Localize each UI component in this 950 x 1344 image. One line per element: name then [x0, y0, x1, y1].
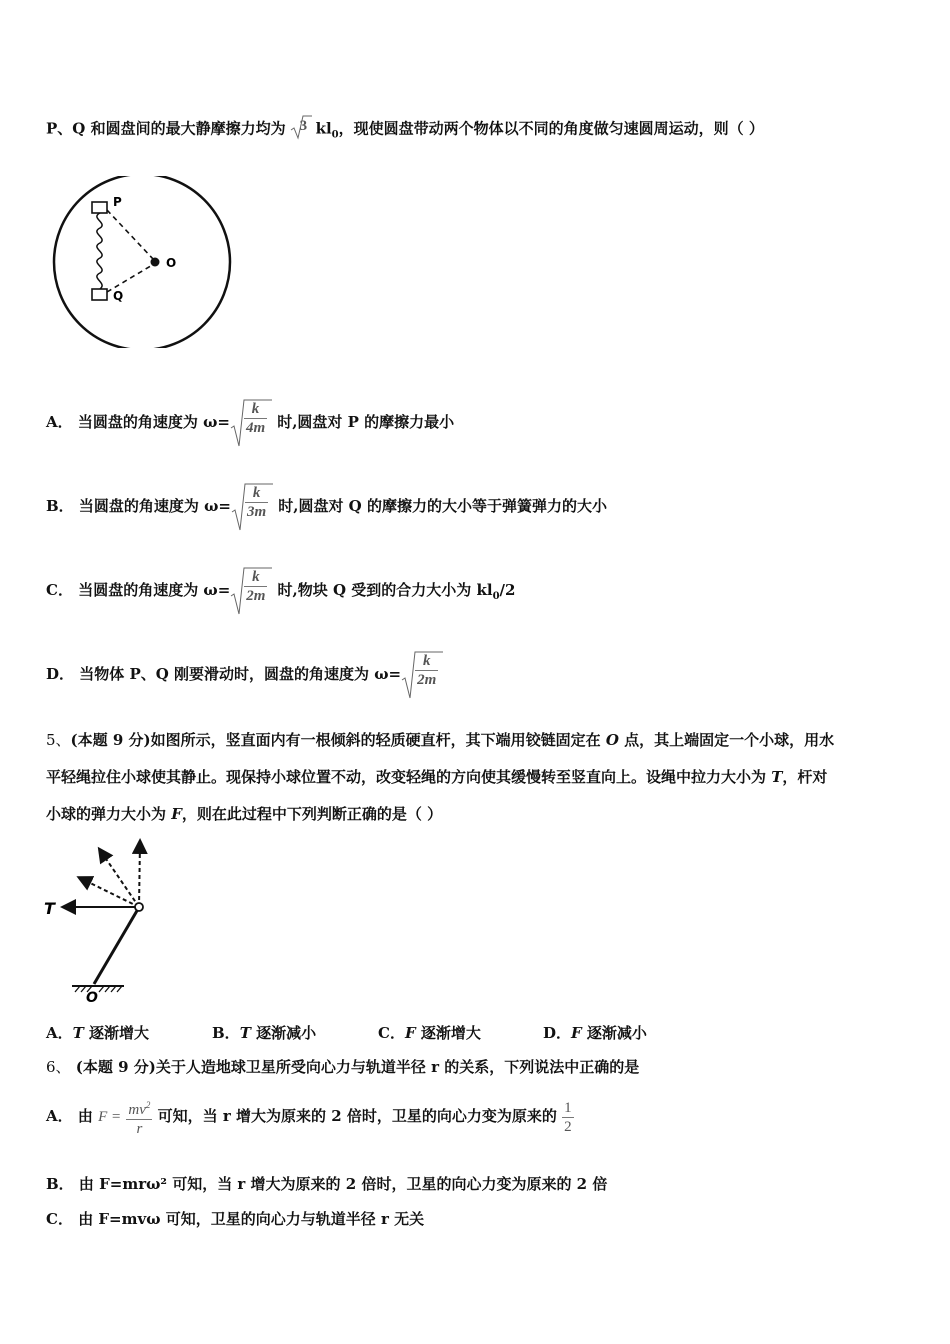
sqrt-three	[290, 114, 312, 145]
q4-stem-suffix: ，现使圆盘带动两个物体以不同的角度做匀速圆周运动，则（ ）	[338, 119, 764, 138]
question-number: 6、	[46, 1058, 71, 1076]
formula-numerator	[126, 1096, 152, 1120]
fraction-denominator: 2m	[246, 588, 266, 604]
q5-text: 小球的弹力大小为	[46, 805, 172, 823]
var-o: O	[605, 731, 619, 749]
q5-option-d	[543, 1022, 647, 1043]
q4-stem	[46, 114, 764, 146]
center-o	[151, 258, 160, 267]
q6-text: (本题 9 分)关于人造地球卫星所受向心力与轨道半径 r 的关系，下列说法中正确的是	[75, 1058, 640, 1076]
option-var: T	[72, 1024, 84, 1042]
question-number: 5、	[46, 731, 71, 749]
q4-option-b	[46, 482, 607, 532]
option-text: 逐渐减小	[581, 1024, 647, 1042]
option-text: 由	[77, 1107, 93, 1125]
option-text: 当物体 P、Q 刚要滑动时，圆盘的角速度为 ω=	[79, 665, 402, 683]
rope-dashed-3	[139, 842, 140, 907]
q4-stem-k: kl	[315, 119, 332, 138]
option-letter: B．	[46, 1175, 74, 1193]
option-letter: B．	[46, 497, 74, 515]
q5-text: 平轻绳拉住小球使其静止。现保持小球位置不动，改变轻绳的方向使其缓慢转至竖直向上。设绳中拉力大小为	[46, 768, 772, 786]
option-text: 逐渐减小	[250, 1024, 317, 1042]
sqrt-fraction	[401, 650, 443, 700]
option-text-sub: 0	[492, 591, 500, 602]
q5-text: 点，其上端固定一个小球，用水	[618, 731, 835, 749]
spring	[97, 213, 102, 289]
q4-disc-figure	[50, 176, 235, 348]
block-p	[92, 202, 107, 213]
q5-text: (本题 9 分)如图所示，竖直面内有一根倾斜的轻质硬直杆，其下端用铰链固定在	[70, 731, 606, 749]
option-var: F	[571, 1024, 582, 1042]
sqrt-fraction	[231, 482, 273, 532]
option-var: T	[239, 1024, 251, 1042]
fraction-numerator: k	[244, 400, 267, 419]
formula-exponent: 2	[145, 1100, 151, 1110]
sqrt-fraction	[230, 566, 272, 616]
q6-option-c	[46, 1209, 424, 1229]
option-text-mid: 可知，当 r 增大为原来的 2 倍时，卫星的向心力变为原来的	[157, 1107, 557, 1125]
q5-option-a	[46, 1022, 149, 1043]
q4-stem-sub: 0	[331, 129, 339, 141]
fraction-numerator: k	[415, 652, 438, 671]
half-denominator: 2	[564, 1118, 572, 1135]
option-text-post: 时,物块 Q 受到的合力大小为 kl	[277, 581, 493, 599]
formula-fraction	[126, 1096, 152, 1138]
option-letter: A．	[46, 1024, 73, 1042]
option-letter: B．	[212, 1024, 240, 1042]
ball	[135, 903, 143, 911]
option-letter: C．	[46, 1210, 73, 1228]
option-letter: C．	[378, 1024, 405, 1042]
block-q	[92, 289, 107, 300]
q5-text: ，杆对	[782, 768, 828, 786]
option-text: 逐渐增大	[83, 1024, 150, 1042]
q5-text: ，则在此过程中下列判断正确的是（ ）	[181, 805, 443, 823]
option-text: 由 F=mrω² 可知，当 r 增大为原来的 2 倍时，卫星的向心力变为原来的 2 倍	[78, 1175, 608, 1193]
fraction-denominator: 4m	[245, 420, 266, 436]
fraction-denominator: 3m	[247, 504, 267, 520]
fraction-denominator: 2m	[417, 672, 437, 688]
option-text: 当圆盘的角速度为 ω=	[78, 497, 231, 515]
q4-option-d	[46, 650, 443, 700]
formula-denominator: r	[136, 1121, 143, 1137]
label-o: O	[166, 256, 177, 270]
option-letter: C．	[46, 581, 73, 599]
disc-circle	[54, 176, 230, 348]
option-var: F	[404, 1024, 416, 1042]
rod	[94, 909, 138, 984]
option-letter: D．	[46, 665, 75, 683]
q5-option-c	[378, 1022, 481, 1043]
q5-option-b	[212, 1022, 316, 1043]
label-q: Q	[113, 289, 124, 303]
label-o: O	[86, 990, 98, 1006]
sqrt-fraction	[230, 398, 272, 448]
q5-stem-line3	[46, 804, 442, 824]
dashed-line-qo	[107, 264, 154, 292]
option-text: 由 F=mvω 可知，卫星的向心力与轨道半径 r 无关	[78, 1210, 425, 1228]
label-p: P	[113, 195, 122, 209]
q5-rod-figure	[42, 836, 162, 1006]
var-f: F	[171, 805, 182, 823]
q4-option-a	[46, 398, 454, 448]
option-text-post: 时,圆盘对 P 的摩擦力最小	[277, 413, 455, 431]
formula-num-text: mv	[128, 1102, 146, 1118]
q4-option-c	[46, 566, 515, 616]
option-letter: A．	[46, 413, 73, 431]
half-fraction	[562, 1099, 574, 1136]
fraction-numerator: k	[244, 568, 267, 587]
sqrt-three-value: 3	[299, 118, 308, 134]
dashed-line-po	[107, 210, 154, 260]
formula-lhs: F =	[98, 1109, 122, 1125]
option-text: 当圆盘的角速度为 ω=	[78, 581, 231, 599]
q6-stem	[46, 1057, 639, 1077]
option-letter: A．	[46, 1107, 73, 1125]
fraction-numerator: k	[245, 484, 268, 503]
q5-stem-line1	[46, 730, 834, 750]
option-text-end: /2	[499, 581, 516, 599]
q6-option-a	[46, 1096, 574, 1138]
option-text: 当圆盘的角速度为 ω=	[77, 413, 230, 431]
label-t: T	[44, 899, 55, 918]
option-text-post: 时,圆盘对 Q 的摩擦力的大小等于弹簧弹力的大小	[278, 497, 607, 515]
q5-stem-line2	[46, 767, 827, 787]
var-t: T	[771, 768, 783, 786]
half-numerator: 1	[564, 1099, 572, 1116]
q6-option-b	[46, 1174, 607, 1194]
option-letter: D．	[543, 1024, 572, 1042]
q4-stem-prefix: P、Q 和圆盘间的最大静摩擦力均为	[46, 119, 286, 138]
option-text: 逐渐增大	[415, 1024, 481, 1042]
